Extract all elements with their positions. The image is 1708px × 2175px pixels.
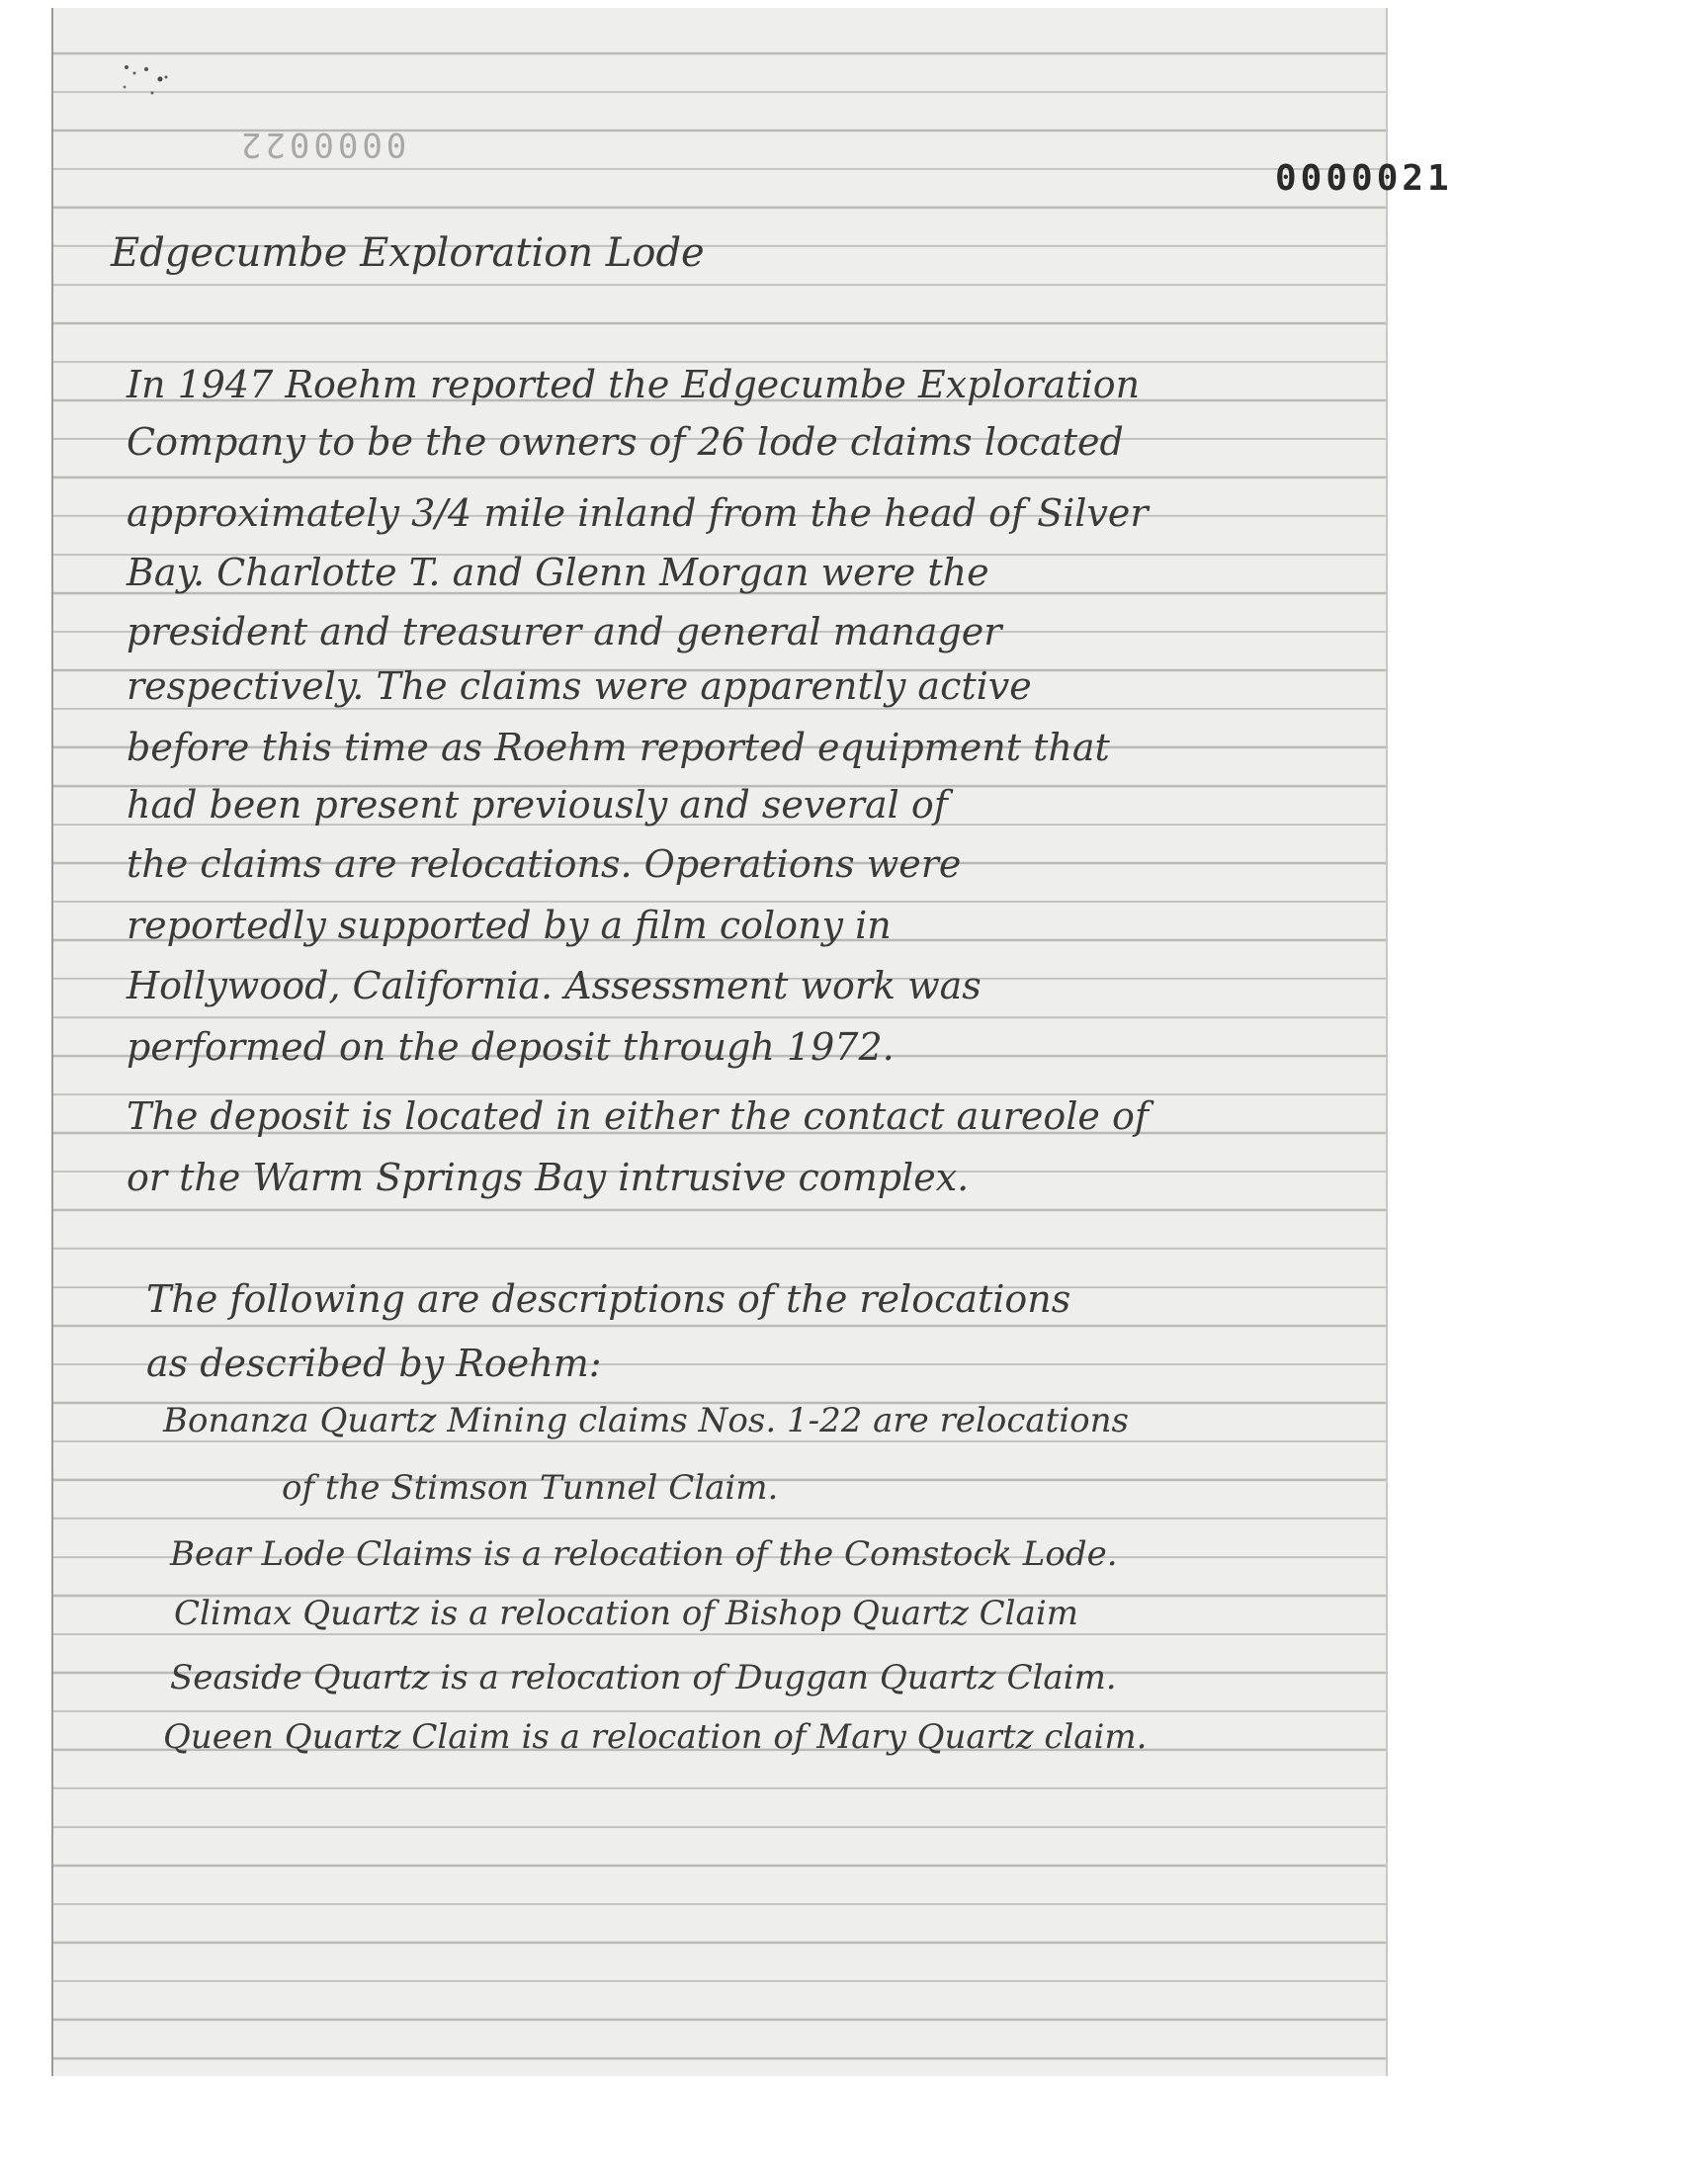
claim-entry: Bonanza Quartz Mining claims Nos. 1-22 are relocations <box>163 1401 1129 1440</box>
claim-entry: Queen Quartz Claim is a relocation of Mary Quartz claim. <box>163 1717 1148 1757</box>
paragraph-line: had been present previously and several of <box>127 783 948 826</box>
paragraph-line: The deposit is located in either the contact aureole of <box>127 1094 1149 1138</box>
paragraph-line: Hollywood, California. Assessment work was <box>127 964 982 1007</box>
intro-line: The following are descriptions of the relocations <box>146 1277 1071 1321</box>
paragraph-line: president and treasurer and general manager <box>127 610 1002 653</box>
paragraph-line: the claims are relocations. Operations were <box>127 842 962 886</box>
paragraph-line: before this time as Roehm reported equipment that <box>127 726 1110 769</box>
intro-line: as described by Roehm: <box>146 1342 602 1385</box>
paragraph-line: In 1947 Roehm reported the Edgecumbe Exploration <box>127 363 1141 406</box>
paragraph-line: respectively. The claims were apparently active <box>127 664 1032 708</box>
paragraph-line: or the Warm Springs Bay intrusive complex. <box>127 1156 970 1199</box>
claim-entry: Seaside Quartz is a relocation of Duggan Quartz Claim. <box>170 1658 1117 1697</box>
paragraph-line: approximately 3/4 mile inland from the head of Silver <box>127 491 1149 535</box>
paragraph-line: performed on the deposit through 1972. <box>127 1025 895 1069</box>
paragraph-line: reportedly supported by a film colony in <box>127 904 892 947</box>
page-title: Edgecumbe Exploration Lode <box>111 230 705 276</box>
paragraph-line: Bay. Charlotte T. and Glenn Morgan were the <box>127 551 989 594</box>
mirrored-page-number: 0000022 <box>237 125 407 164</box>
ink-specks <box>117 57 215 107</box>
paragraph-line: Company to be the owners of 26 lode claims located <box>127 420 1124 464</box>
claim-entry-continuation: of the Stimson Tunnel Claim. <box>282 1468 779 1508</box>
claim-entry: Bear Lode Claims is a relocation of the Comstock Lode. <box>170 1534 1118 1574</box>
claim-entry: Climax Quartz is a relocation of Bishop Quartz Claim <box>174 1594 1078 1633</box>
page-number: 0000021 <box>1275 158 1453 199</box>
